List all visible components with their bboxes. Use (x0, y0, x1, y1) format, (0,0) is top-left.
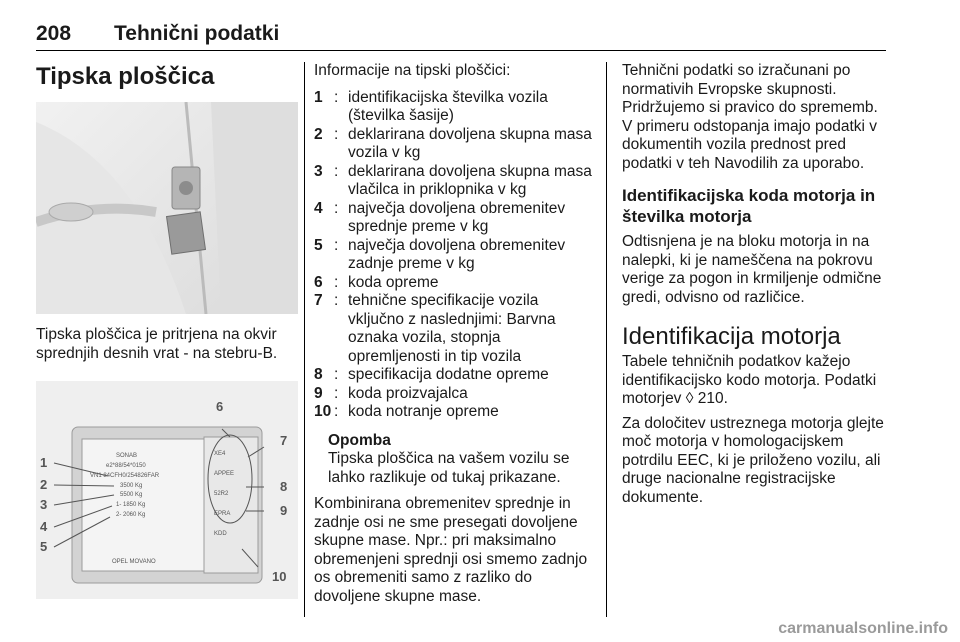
list-separator: : (334, 292, 339, 309)
list-item-number: 3 (314, 162, 323, 180)
list-item-text: največja dovoljena obremenitev zadnje preme v kg (348, 236, 566, 272)
side-line-4: EPRA (214, 511, 231, 517)
column-divider-1 (304, 62, 305, 617)
list-item (314, 385, 592, 404)
list-intro: Informacije na tipski ploščici: (314, 62, 511, 79)
list-separator: : (334, 366, 339, 383)
list-item-text: deklarirana dovoljena skupna masa vozila v kg (348, 125, 592, 161)
type-plate-caption: Tipska ploščica je pritrjena na okvir sprednjih desnih vrat - na stebru-B. (36, 326, 278, 362)
list-item-text: tehnične specifikacije vozila vključno z naslednjimi: Barvna oznaka vozila, stopnja opremljenosti in tip vozila (348, 292, 556, 365)
page-ref-link[interactable]: 210. (693, 390, 728, 407)
engine-power-paragraph: Za določitev ustreznega motorja glejte moč motorja v homologacijskem potrdilu EEC, ki je priloženo vozilu, ali druge nacionalne registracijske dokumente. (622, 414, 884, 506)
list-item-text: največja dovoljena obremenitev sprednje preme v kg (348, 199, 566, 235)
section-title-type-plate: Tipska ploščica (36, 63, 215, 90)
plate-line-6: 1- 1850 Kg (116, 502, 146, 508)
engine-id-text: Tabele tehničnih podatkov kažejo identifikacijsko kodo motorja. Podatki motorjev (622, 353, 877, 407)
side-line-1: XE4 (214, 451, 226, 457)
watermark: carmanualsonline.info (778, 620, 948, 637)
column-right (622, 62, 890, 513)
list-item-number: 5 (314, 236, 323, 254)
list-item-number: 6 (314, 273, 323, 291)
plate-line-3: VN1 84CFH0/254826FAR (90, 473, 160, 479)
list-item-text: identifikacijska številka vozila (številka šasije) (348, 88, 548, 124)
column-middle (314, 62, 592, 612)
list-item-text: koda proizvajalca (348, 384, 468, 402)
page-header (36, 22, 886, 51)
tech-data-paragraph: Tehnični podatki so izračunani po normativih Evropske skupnosti. Pridržujemo si pravico do sprememb. V primeru odstopanja imajo podatki v dokumentih vozila prednost pred podatki v teh Navodilih za uporabo. (622, 62, 878, 172)
list-separator: : (334, 125, 339, 143)
door-photo-illustration (36, 102, 298, 314)
list-item-number: 1 (314, 88, 323, 106)
note-title: Opomba (328, 431, 391, 449)
list-item (314, 89, 592, 126)
info-list (314, 89, 592, 422)
list-separator: : (334, 199, 339, 217)
list-item (314, 403, 592, 422)
list-separator: : (334, 88, 339, 106)
side-line-2: APPEE (214, 471, 235, 477)
list-item-text: koda opreme (348, 273, 439, 291)
plate-line-2: e2*88/54*0150 (106, 463, 146, 469)
engine-id-paragraph (622, 353, 890, 409)
plate-line-4: 3500 Kg (120, 483, 143, 489)
callout-10: 10 (272, 569, 287, 584)
plate-line-7: 2- 2060 Kg (116, 512, 146, 518)
list-item-number: 4 (314, 199, 323, 217)
callout-8: 8 (280, 479, 288, 494)
engine-code-heading: Identifikacijska koda motorja in številka motorja (622, 186, 876, 226)
side-line-5: KDD (214, 531, 227, 537)
list-item-number: 2 (314, 125, 323, 143)
plate-line-5: 5500 Kg (120, 492, 143, 498)
callout-6: 6 (216, 399, 224, 414)
list-item-text: koda notranje opreme (348, 403, 499, 420)
list-item (314, 126, 592, 163)
engine-code-paragraph: Odtisnjena je na bloku motorja in na nalepki, ki je nameščena na pokrovu verige za pogon in krmiljenje odmične gredi, odvisno od različice. (622, 233, 882, 306)
axle-load-paragraph: Kombinirana obremenitev sprednje in zadnje osi ne sme presegati dovoljene skupne mase. Npr.: pri maksimalno obremenjeni sprednji osi smemo zadnjo os obremeniti samo z razliko do dovoljene skupne mase. (314, 495, 588, 605)
callout-9: 9 (280, 503, 288, 518)
callout-2: 2 (40, 477, 48, 492)
list-item-number: 9 (314, 384, 323, 402)
list-item-number: 7 (314, 292, 323, 309)
side-line-3: 52R2 (214, 491, 229, 497)
section-title-engine-id: Identifikacija motorja (622, 323, 841, 350)
type-plate-diagram (36, 381, 298, 599)
door-pillar-photo (36, 102, 298, 314)
list-item (314, 237, 592, 274)
list-separator: : (334, 162, 339, 180)
list-item-text: deklarirana dovoljena skupna masa vlačilca in priklopnika v kg (348, 162, 592, 198)
list-separator: : (334, 403, 339, 420)
callout-3: 3 (40, 497, 48, 512)
page-ref-icon: ◊ (685, 390, 694, 407)
column-left (36, 62, 298, 599)
callout-1: 1 (40, 455, 48, 470)
plate-line-1: SONAB (116, 453, 138, 459)
list-separator: : (334, 236, 339, 254)
note-box (328, 432, 592, 488)
note-text: Tipska ploščica na vašem vozilu se lahko razlikuje od tukaj prikazane. (328, 450, 570, 486)
list-item (314, 366, 592, 385)
callout-5: 5 (40, 539, 48, 554)
list-item-number: 8 (314, 366, 323, 383)
callout-7: 7 (280, 433, 288, 448)
page-number: 208 (36, 22, 72, 45)
list-item (314, 200, 592, 237)
callout-4: 4 (40, 519, 48, 534)
list-separator: : (334, 273, 339, 291)
column-divider-2 (606, 62, 607, 617)
chapter-title: Tehnični podatki (114, 22, 280, 45)
plate-line-8: OPEL MOVANO (112, 559, 156, 565)
list-item-number: 10 (314, 403, 332, 420)
list-item (314, 292, 592, 366)
list-item (314, 274, 592, 293)
type-plate-figure (36, 381, 298, 599)
list-separator: : (334, 384, 339, 402)
list-item-text: specifikacija dodatne opreme (348, 366, 549, 383)
list-item (314, 163, 592, 200)
